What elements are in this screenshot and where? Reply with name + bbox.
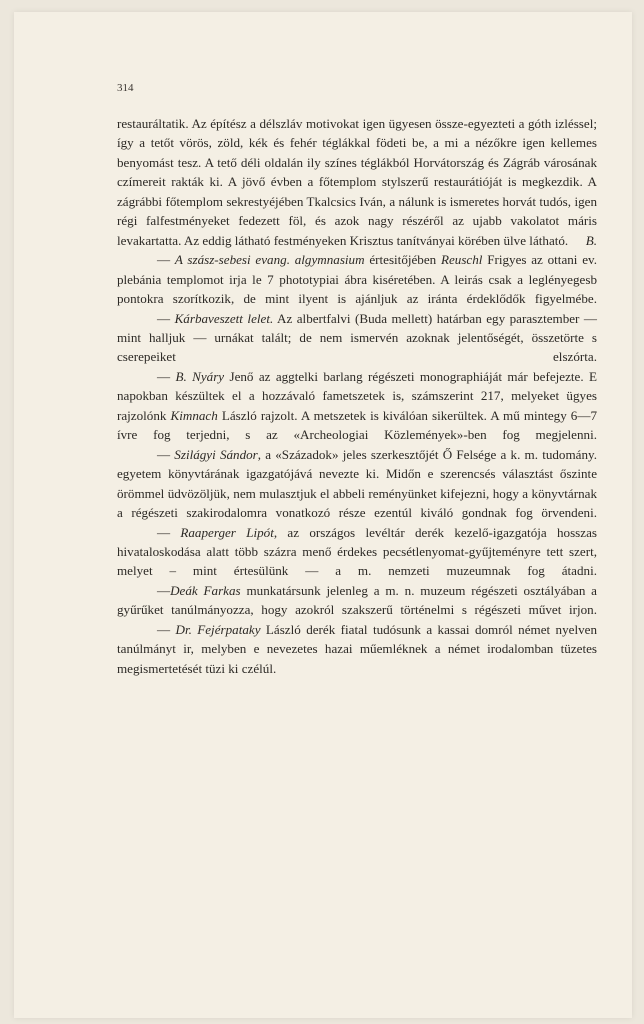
paragraph	[117, 114, 597, 250]
paragraph	[117, 250, 597, 308]
italic-name: Raaperger Lipót	[180, 524, 274, 540]
paragraph	[117, 367, 597, 445]
text-run: —	[157, 524, 181, 540]
italic-name: Reuschl	[440, 252, 483, 268]
text-run: értesitőjében	[364, 252, 441, 268]
text-run: , az országos levéltár derék kezelő-igazgatója hosszas hivataloskodása alatt több százra menő érdekes pecsétlenyomat-gyűjteményre tett szert, melyet – mint értesülünk — a m. nemzeti muzeumnak fog átadni.	[117, 524, 597, 579]
body-text	[117, 114, 597, 678]
text-run: László derék fiatal tudósunk a kassai domról német nyelven tanúlmányt ir, melyben e nevezetes hazai műemléknek a német irodalomban tüzetes megismertetését tüzi ki czélúl.	[117, 621, 597, 676]
text-run: László rajzolt. A metszetek is kiválóan sikerültek. A mű mintegy 6—7 ívre fog terjedni, s az «Archeologiai Közlemények»-ben fog megjelenni.	[117, 407, 597, 443]
page-number: 314	[117, 82, 134, 94]
italic-name: Kimnach	[170, 407, 218, 423]
text-run: , a «Századok» jeles szerkesztőjét Ő Felsége a k. m. tudomány. egyetem könyvtárának igazgatójává nevezte ki. Midőn e szerencsés választást őszinte örömmel üdvözöljük, nem mulasztjuk el abbeli reményünket kifejezni, hogy a könyvtárnak a régészeti szakirodalomra vonatkozó része ezentúl kiváló gondnak fog örvendeni.	[117, 446, 597, 521]
italic-name: A szász-sebesi evang. algymnasium	[174, 252, 365, 268]
paragraph	[117, 581, 597, 620]
text-run: Az albertfalvi (Buda mellett) határban egy parasztember — mint halljuk — urnákat talált; de nem ismervén azoknak jelentőségét, összetörte s cserepeiket elszórta.	[117, 310, 597, 365]
text-run: —	[157, 582, 171, 598]
signature: B.	[585, 232, 597, 248]
text-run: restauráltatik. Az építész a délszláv motivokat igen ügyesen össze-egyezteti a góth izléssel; így a tetőt vörös, zöld, kék és fehér téglákkal födeti be, a mi a nézőkre igen kellemes benyomást tesz. A tető déli oldalán ily színes téglákból Horvátország és Zágráb városának czímereit rakták ki. A jövő évben a főtemplom stylszerű restaurátióját is megkezdik. A zágrábbi főtemplom sekrestyéjében Tkalcsics Iván, a nálunk is ismeretes horvát tudós, igen régi falfestményeket fedezett föl, és azok nagy részéről az ujabb vakolatot máris levakartatta. Az eddig látható festményeken Krisztus tanítványai körében ülve látható.	[117, 116, 597, 248]
paragraph	[117, 309, 597, 367]
text-run: —	[157, 368, 176, 384]
paragraph	[117, 445, 597, 523]
italic-name: Deák Farkas	[170, 582, 241, 598]
text-run: —	[157, 252, 175, 268]
text-run: munkatársunk jelenleg a m. n. muzeum régészeti osztályában a gyűrűket tanúlmányozza, hogy azokról szakszerű történelmi s régészeti művet irjon.	[117, 582, 597, 618]
italic-name: Kárbaveszett lelet.	[174, 310, 274, 326]
italic-name: Dr. Fejérpataky	[175, 621, 261, 637]
italic-name: B. Nyáry	[175, 368, 225, 384]
text-run: —	[157, 310, 175, 326]
italic-name: Szilágyi Sándor	[174, 446, 258, 462]
paragraph	[117, 523, 597, 581]
text-run: Frigyes az ottani ev. plebánia templomot irja le 7 phototypiai ábra kiséretében. A leirás csak a leglényegesb pontokra szorítkozik, de mint ilyent is ajánljuk az iránta érdeklődők figyelmébe.	[117, 252, 597, 307]
paragraph	[117, 620, 597, 678]
text-run: —	[157, 446, 175, 462]
text-run: —	[157, 621, 176, 637]
book-page	[14, 12, 632, 1018]
text-run: Jenő az aggtelki barlang régészeti monographiáját már befejezte. E napokban készültek el a hozzávaló fametszetek is, számszerint 217, melyeket ügyes rajzolónk	[117, 368, 597, 423]
